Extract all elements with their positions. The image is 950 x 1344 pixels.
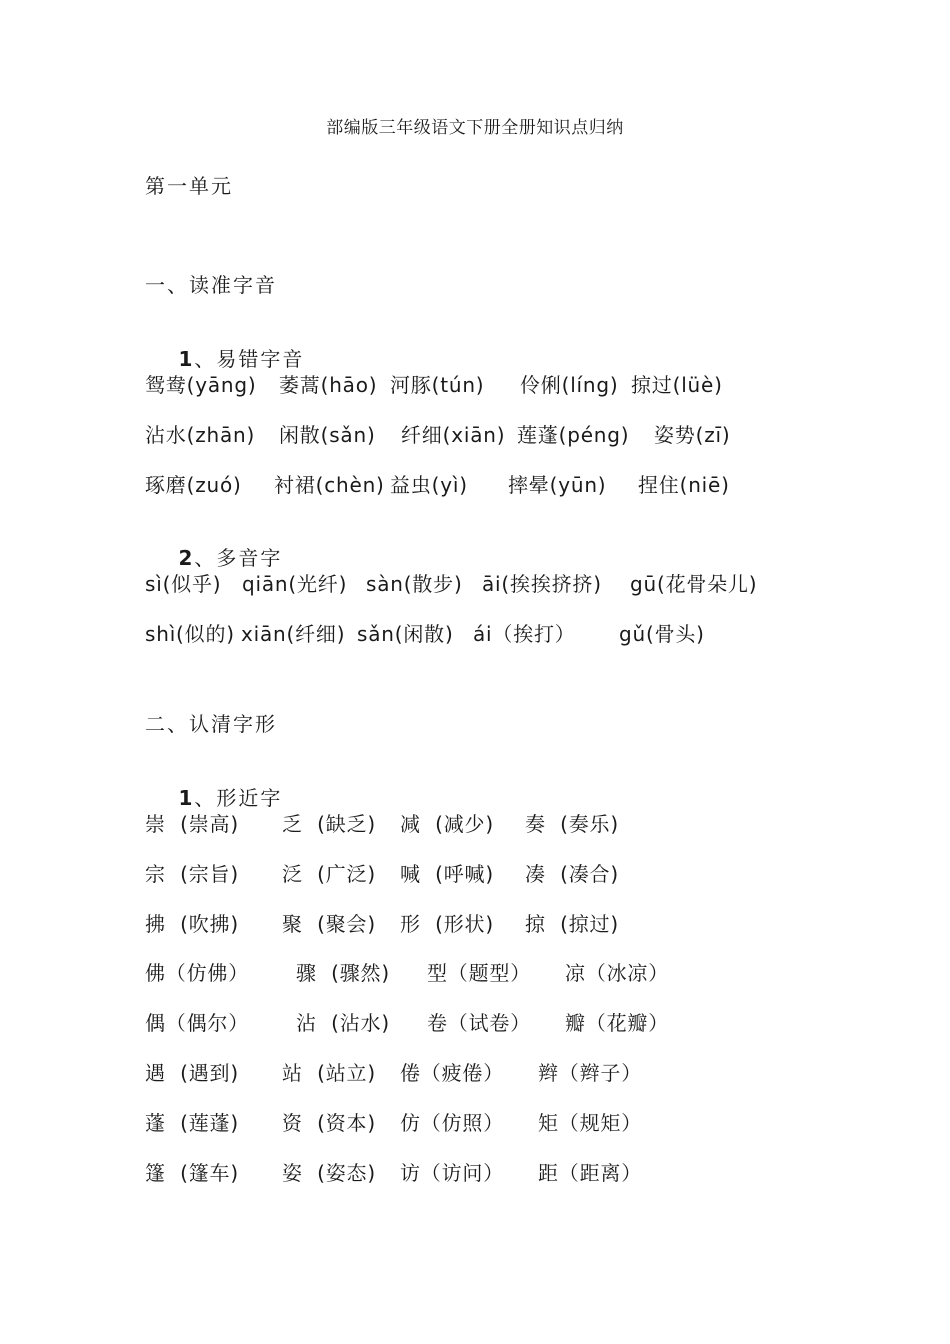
similar-char-row — [145, 912, 765, 936]
pinyin-row — [145, 473, 845, 497]
char-entry: 偶（偶尔） — [145, 1011, 249, 1035]
polyphone-entry: qiān(光纤) — [242, 572, 348, 596]
char-entry: 掠 (掠过) — [525, 912, 619, 936]
char-entry: 资 (资本) — [282, 1111, 376, 1135]
unit-heading: 第一单元 — [145, 174, 233, 198]
polyphone-entry: āi(挨挨挤挤) — [482, 572, 602, 596]
char-entry: 卷（试卷） — [427, 1011, 531, 1035]
char-entry: 喊 (呼喊) — [400, 862, 494, 886]
word-entry: 河豚(tún) — [390, 373, 485, 397]
similar-char-row — [145, 862, 765, 886]
word-entry: 益虫(yì) — [390, 473, 468, 497]
char-entry: 访（访问） — [400, 1161, 504, 1185]
char-entry: 减 (减少) — [400, 812, 494, 836]
char-entry: 崇 (崇高) — [145, 812, 239, 836]
polyphone-entry: xiān(纤细) — [241, 622, 346, 646]
similar-char-row — [145, 1061, 765, 1085]
sub-label: 、形近字 — [194, 786, 283, 810]
word-entry: 闲散(sǎn) — [279, 423, 376, 447]
polyphone-row — [145, 572, 845, 596]
char-entry: 矩（规矩） — [538, 1111, 642, 1135]
sub-number: 1 — [178, 786, 195, 810]
char-entry: 凉（冰凉） — [565, 961, 669, 985]
char-entry: 仿（仿照） — [400, 1111, 504, 1135]
char-entry: 宗 (宗旨) — [145, 862, 239, 886]
similar-char-row — [145, 1111, 765, 1135]
sub-label: 、易错字音 — [194, 347, 305, 371]
section2-heading: 二、认清字形 — [145, 712, 277, 736]
char-entry: 佛（仿佛） — [145, 961, 249, 985]
pinyin-row — [145, 423, 845, 447]
similar-char-row — [145, 1011, 765, 1035]
sub-number: 2 — [178, 546, 195, 570]
word-entry: 琢磨(zuó) — [145, 473, 242, 497]
polyphone-entry: sǎn(闲散) — [357, 622, 454, 646]
word-entry: 纤细(xiān) — [401, 423, 506, 447]
polyphone-row — [145, 622, 845, 646]
similar-char-row — [145, 812, 765, 836]
word-entry: 摔晕(yūn) — [508, 473, 607, 497]
word-entry: 沾水(zhān) — [145, 423, 256, 447]
sub-number: 1 — [178, 347, 195, 371]
polyphone-entry: gū(花骨朵儿) — [630, 572, 758, 596]
char-entry: 泛 (广泛) — [282, 862, 376, 886]
page-title: 部编版三年级语文下册全册知识点归纳 — [326, 118, 624, 138]
char-entry: 倦（疲倦） — [400, 1061, 504, 1085]
word-entry: 衬裙(chèn) — [274, 473, 385, 497]
char-entry: 凑 (凑合) — [525, 862, 619, 886]
char-entry: 站 (站立) — [282, 1061, 376, 1085]
word-entry: 鸳鸯(yāng) — [145, 373, 257, 397]
similar-char-row — [145, 961, 765, 985]
char-entry: 辫（辫子） — [538, 1061, 642, 1085]
word-entry: 捏住(niē) — [638, 473, 730, 497]
polyphone-entry: gǔ(骨头) — [619, 622, 705, 646]
polyphone-entry: ái（挨打） — [473, 622, 576, 646]
char-entry: 姿 (姿态) — [282, 1161, 376, 1185]
similar-char-row — [145, 1161, 765, 1185]
char-entry: 距（距离） — [538, 1161, 642, 1185]
sub-label: 、多音字 — [194, 546, 283, 570]
polyphone-entry: sì(似乎) — [145, 572, 222, 596]
word-entry: 伶俐(líng) — [520, 373, 619, 397]
section1-heading: 一、读准字音 — [145, 273, 277, 297]
char-entry: 拂 (吹拂) — [145, 912, 239, 936]
char-entry: 蓬 (莲蓬) — [145, 1111, 239, 1135]
char-entry: 遇 (遇到) — [145, 1061, 239, 1085]
polyphone-entry: sàn(散步) — [366, 572, 463, 596]
polyphone-entry: shì(似的) — [145, 622, 235, 646]
char-entry: 瓣（花瓣） — [565, 1011, 669, 1035]
char-entry: 型（题型） — [427, 961, 531, 985]
pinyin-row — [145, 373, 845, 397]
char-entry: 骤 (骤然) — [296, 961, 390, 985]
word-entry: 萎蒿(hāo) — [279, 373, 378, 397]
char-entry: 聚 (聚会) — [282, 912, 376, 936]
word-entry: 掠过(lüè) — [631, 373, 723, 397]
word-entry: 莲蓬(péng) — [517, 423, 630, 447]
char-entry: 奏 (奏乐) — [525, 812, 619, 836]
char-entry: 形 (形状) — [400, 912, 494, 936]
word-entry: 姿势(zī) — [654, 423, 731, 447]
char-entry: 沾 (沾水) — [296, 1011, 390, 1035]
char-entry: 乏 (缺乏) — [282, 812, 376, 836]
char-entry: 篷 (篷车) — [145, 1161, 239, 1185]
